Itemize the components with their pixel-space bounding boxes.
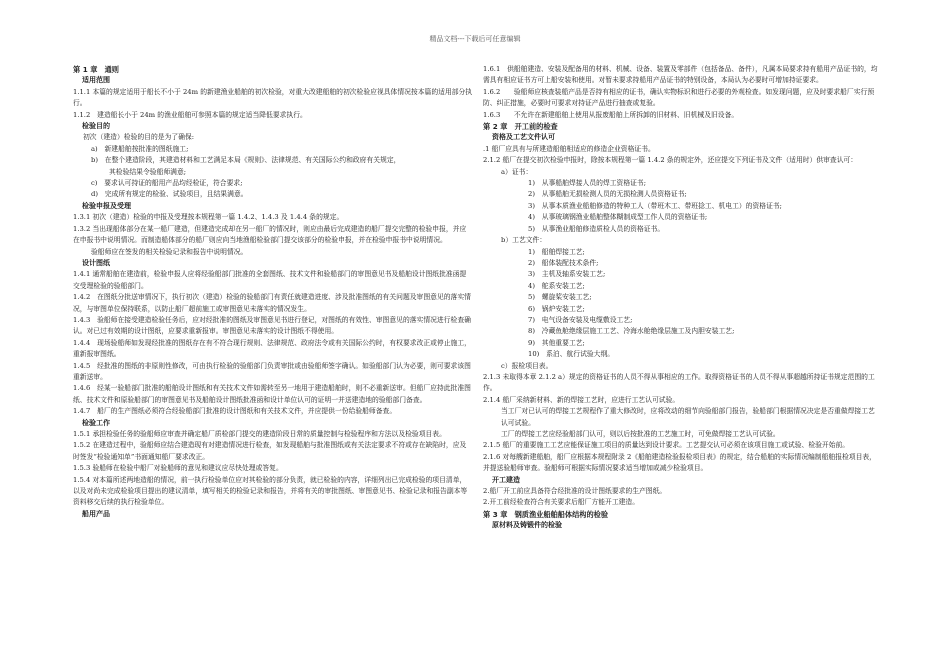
list-item: 1) 船舶焊接工艺;: [528, 247, 585, 256]
chapter-title: 第 2 章 开工前的检查: [483, 122, 558, 132]
paragraph: 1.4.3 验船师在接受建造检验任务后，应对经批准的图纸及审图意见书进行登记，对图纸的有效性、审图意见的落实情况进行检查确认。对已过有效期的设计图纸，应要求重新报审。审图意见未落实的设计图纸不得使用。: [73, 315, 471, 336]
paragraph: 2.1.4 船厂采纳新材料、新的焊接工艺时，应进行工艺认可试验。: [483, 395, 680, 404]
list-item: 9) 其他重要工艺;: [528, 338, 585, 347]
list-item: 8) 冷藏鱼舱绝缘层施工工艺、冷海水舱绝缘层施工及内胆安装工艺;: [528, 327, 735, 336]
paragraph: 1.4.4 现场验船师如发现经批准的图纸存在有不符合现行规则、法律规范、政府法令或有关国际公约时，有权要求改正或停止施工，重新报审图纸。: [73, 338, 471, 359]
list-item: 3) 主机及轴系安装工艺;: [528, 270, 606, 279]
paragraph: 1.6.3 不允许在新建船舶上使用从报废船舶上所拆卸的旧材料、旧机械及旧设备。: [483, 110, 739, 119]
paragraph: 2.1.6 对每艘新建船舶，船厂应根据本规程附录 2《船舶建造检验报检项目表》的规定，结合船舶的实际情况编制船舶报检项目表，并提送验船师审查。验船师可根据实际情况要求适当增加或减少检验项目。: [483, 452, 876, 473]
list-item: 5) 螺旋桨安装工艺;: [528, 293, 592, 302]
list-item: 6) 锅炉安装工艺;: [528, 304, 585, 313]
list-item: b) 在整个建造阶段，其建造材料和工艺满足本局《规则》、法律规范、有关国际公约和政府有关规定，: [91, 156, 401, 165]
paragraph: 1.5.4 对本篇所述两地造船的情况，前一执行检验单位应对其检验的部分负责，就已检验的内容，详细列出已完成检验的项目清单，以及对尚未完成检验项目提出的建议清单，填写相关的检验记录和报告，并将有关的审批图纸、审图意见书、检验记录和报告副本等资料移交后续的执行检验单位。: [73, 475, 468, 507]
list-item: 4) 从事玻璃钢渔业船舶整体糊制成型工作人员的资格证书;: [528, 213, 708, 222]
paragraph: 1.5.3 验船师在检验中船厂对验船师的意见和建议应尽快处理或答复。: [73, 464, 283, 473]
section-heading: 原材料及铸锻件的检验: [492, 521, 562, 530]
paragraph: 1.4.2 在图纸分批送审情况下，执行初次（建造）检验的验船部门有责任就建造进度、涉及批准图纸的有关问题及审图意见的落实情况，与审图单位保持联系，以防止船厂超前施工或审图意见未落实的情况发生。: [73, 293, 471, 313]
paragraph: 1.4.1 通常船舶在建造前，检验申报人应将经验船部门批准的全套图纸、技术文件和验船部门的审图意见书及船舶设计图纸批准函提交受理检验的验船部门。: [73, 270, 467, 290]
list-item: 10) 系泊、航行试验大纲。: [528, 350, 615, 359]
list-item: 5) 从事渔业船舶修造质检人员的资格证书。: [528, 224, 665, 233]
list-heading: a）证书：: [501, 167, 533, 176]
paragraph: 1.3.1 初次（建造）检验的申报及受理按本规程第一篇 1.4.2、1.4.3 及 1.4.4 条的规定。: [73, 213, 344, 222]
section-heading: 资格及工艺文件认可: [492, 133, 555, 142]
chapter-title: 第 3 章 钢质渔业船舶船体结构的检验: [483, 509, 609, 519]
paragraph: 1.5.2 在建造过程中，验船师应结合建造现有对建造情况进行检查，如发现船舶与批准图纸或有关法定要求不符或存在缺陷时，应及时签发“检验通知单”书面通知船厂要求改正。: [73, 441, 467, 461]
list-item: a) 新建船舶按批准的图纸施工;: [91, 144, 189, 153]
list-item: 2) 船体装配技术条件;: [528, 258, 599, 267]
list-item: d) 完成所有规定的检验、试验项目，且结果满意。: [91, 190, 248, 199]
paragraph: 当工厂对已认可的焊接工艺规程作了重大修改时，应将改动的细节向验船部门报告，验船部门根据情况决定是否重做焊接工艺认可试验。: [501, 407, 875, 427]
section-heading: 检验申报及受理: [82, 201, 131, 210]
paragraph: 验船师应在签发的相关检验记录和报告中说明情况。: [91, 247, 248, 256]
paragraph: 1.4.5 经批准的图纸的非原则性修改，可由执行检验的验船部门负责审批或由验船师签字确认。如验船部门认为必要，则可要求该图重新送审。: [73, 361, 471, 381]
list-item: 3) 从事本质渔业船舶修造的特种工人（带班木工、带班捻工、机电工）的资格证书;: [528, 201, 782, 210]
page-header: 精品文档---下载后可任意编辑: [429, 35, 521, 43]
section-heading: 船用产品: [82, 509, 110, 518]
list-item: 7) 电气设备安装及电缆敷设工艺;: [528, 315, 633, 324]
list-item: 其检验结果令验船师满意;: [109, 167, 187, 176]
paragraph: 1.1.1 本篇的规定适用于船长不小于 24m 的新建渔业船舶的初次检验，对重大改建船舶的初次检验应视具体情况按本篇的适用部分执行。: [73, 87, 473, 108]
paragraph: 工厂的焊接工艺应经验船部门认可，则以后按批准的工艺施工时，可免做焊接工艺认可试验。: [501, 430, 780, 438]
list-item: 2) 从事船舶无损检测人员的无损检测人员资格证书;: [528, 190, 687, 199]
list-heading: c）报检项目表。: [501, 361, 553, 370]
list-item: 1) 从事船舶焊接人员的焊工资格证书;: [528, 179, 647, 188]
section-heading: 开工建造: [492, 475, 520, 484]
chapter-title: 第 1 章 通则: [73, 65, 119, 74]
section-heading: 检验目的: [82, 122, 110, 131]
paragraph: 2.船厂开工前应具备符合经批准的设计图纸要求的生产图纸。: [483, 487, 667, 496]
section-heading: 设计图纸: [82, 258, 110, 267]
paragraph: 1.4.7 船厂的生产图纸必须符合经验船部门批准的设计图纸和有关技术文件，并应提供一份给验船师备查。: [73, 407, 397, 416]
section-heading: 适用范围: [82, 76, 110, 85]
paragraph: 2.1.2 船厂在提交初次检验申报时，除按本规程第一篇 1.4.2 条的规定外，还应提交下列证书及文件（适用时）供审查认可：: [483, 156, 858, 165]
paragraph: 初次（建造）检验的目的是为了确保:: [83, 133, 195, 142]
list-item: c) 要求认可持证的船用产品均经检证，符合要求;: [91, 179, 243, 188]
list-heading: b）工艺文件：: [501, 236, 547, 245]
list-item: 4) 舵系安装工艺;: [528, 281, 585, 290]
paragraph: 2.1.3 未取得本章 2.1.2 a）规定的资格证书的人员不得从事相应的工作。取得资格证书的人员不得从事超越所持证书规定范围的工作。: [483, 372, 875, 393]
paragraph: 1.5.1 承担检验任务的验船师应审查并确定船厂质检部门提交的建造阶段日常的质量控制与检验程序和方法以及检验项目表。: [73, 430, 446, 438]
paragraph: 2.开工前经检查符合有关要求后船厂方能开工建造。: [483, 498, 640, 507]
paragraph: 1.6.2 验船师应核查装船产品是否持有相应的证书，确认实物标识和进行必要的外观检查。如发现问题，应及时要求船厂实行预防、纠正措施，必要时可要求对持证产品进行抽查或复验。: [483, 87, 875, 108]
paragraph: .1 船厂应具有与所建造船舶相适应的修造企业资格证书。: [483, 144, 655, 153]
paragraph: 1.1.2 建造船长小于 24m 的渔业船舶可参照本篇的规定适当降低要求执行。: [73, 110, 307, 119]
section-heading: 检验工作: [82, 418, 110, 427]
paragraph: 1.4.6 经某一验船部门批准的船舶设计图纸和有关技术文件如需转至另一地用于建造船舶时，则不必重新送审。但船厂应持此批准图纸、技术文件和原验船部门的审图意见书及船舶设计图纸批准函和设计单位认可的证明一并送建造地的验船部门备查。: [73, 384, 471, 404]
paragraph: 2.1.5 船厂的重要施工工艺应能保证施工项目的质量达到设计要求。工艺提交认可必须在该项目施工或试验、检验开始前。: [483, 441, 850, 450]
left-column: [73, 64, 473, 520]
paragraph: 1.6.1 供船舶建造、安装及配备用的材料、机械、设备、装置及零部件（包括备品、备件），凡属本局要求持有船用产品证书的，均需具有相应证书方可上船安装和使用。对暂未要求持船用产品证书的特别设备，本局认为必要时可增加持证要求。: [483, 65, 878, 85]
right-column: [483, 64, 878, 532]
paragraph: 1.3.2 当出现船体部分在某一船厂建造，但建造完成却在另一船厂的情况时，则应由最后完成建造的船厂提交完整的检验申报，并应在申报书中说明情况。而制造船体部分的船厂则应向当地渔船检验部门提交该部分的检验申报，并在检验申报书中说明情况。: [73, 224, 467, 245]
